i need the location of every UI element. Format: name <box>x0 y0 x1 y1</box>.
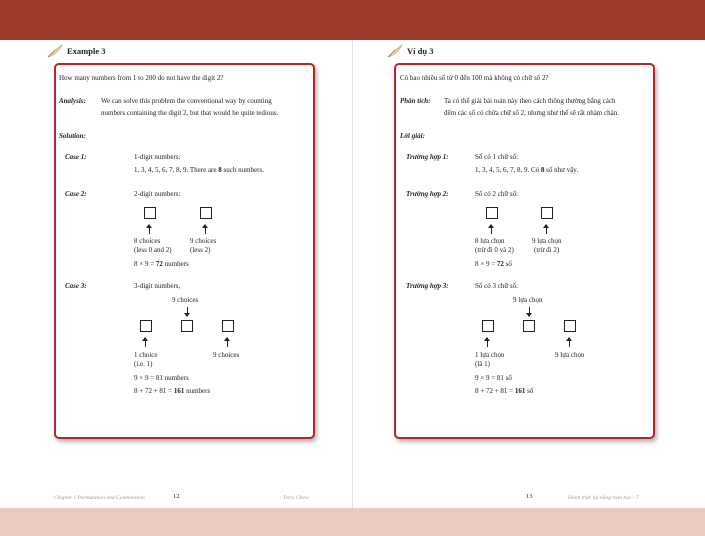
digit-box <box>200 207 212 219</box>
digit-box <box>486 207 498 219</box>
example-tag <box>387 44 436 58</box>
example-title: Example 3 <box>64 46 109 56</box>
footer-author: Terry Chew <box>283 495 309 501</box>
analysis-label: Analysis: <box>59 97 86 105</box>
footer-band <box>0 508 705 536</box>
up-arrow-icon <box>227 338 228 347</box>
header-band <box>0 0 705 40</box>
page-number: 13 <box>526 493 533 500</box>
quill-icon <box>387 44 403 58</box>
case-2-calc: 8 × 9 = 72 numbers <box>134 260 189 268</box>
choice-label: 9 lựa chọn <box>532 237 562 245</box>
choice-label: 9 choices <box>190 237 217 245</box>
quill-icon <box>47 44 63 58</box>
digit-box <box>541 207 553 219</box>
case-2-label: Trường hợp 2: <box>406 190 449 198</box>
footer-book-title: Đánh thức tài năng toán học - 7 <box>568 495 639 501</box>
footer-chapter: Chapter 1 Permutation and Combination <box>54 495 145 501</box>
digit-box <box>564 320 576 332</box>
choice-note: (less 0 and 2) <box>134 246 172 254</box>
digit-box <box>181 320 193 332</box>
case-1-result: 1, 3, 4, 5, 6, 7, 8, 9. There are 8 such numbers. <box>134 166 264 174</box>
analysis-line-1: We can solve this problem the conventional way by counting <box>101 97 272 105</box>
question-text: Có bao nhiêu số từ 0 đến 100 mà không có chữ số 2? <box>400 74 549 82</box>
case-2-calc: 8 × 9 = 72 số <box>475 260 512 268</box>
choice-label: 8 lựa chọn <box>475 237 505 245</box>
case-1-title: Số có 1 chữ số: <box>475 153 519 161</box>
choice-label: 1 lựa chọn <box>475 351 505 359</box>
case-1-label: Trường hợp 1: <box>406 153 449 161</box>
up-arrow-icon <box>205 225 206 234</box>
analysis-line-1: Ta có thể giải bài toán này theo cách thông thường bằng cách <box>444 97 616 105</box>
question-text: How many numbers from 1 to 200 do not have the digit 2? <box>59 74 224 82</box>
choice-label: 9 choices <box>172 296 199 304</box>
digit-box <box>523 320 535 332</box>
example-title: Ví dụ 3 <box>404 46 436 56</box>
choice-label: 9 choices <box>213 351 240 359</box>
case-2-label: Case 2: <box>65 190 87 198</box>
case-3-title: Số có 3 chữ số: <box>475 282 519 290</box>
up-arrow-icon <box>145 338 146 347</box>
case-3-total: 8 + 72 + 81 = 161 numbers <box>134 387 211 395</box>
choice-label: 9 lựa chọn <box>555 351 585 359</box>
case-3-calc: 9 × 9 = 81 số <box>475 374 512 382</box>
example-tag <box>47 44 109 58</box>
choice-note: (là 1) <box>475 360 490 368</box>
case-3-total: 8 + 72 + 81 = 161 số <box>475 387 534 395</box>
analysis-label: Phân tích: <box>400 97 431 105</box>
choice-note: (less 2) <box>190 246 211 254</box>
case-3-label: Trường hợp 3: <box>406 282 449 290</box>
case-2-title: Số có 2 chữ số: <box>475 190 519 198</box>
choice-label: 1 choice <box>134 351 158 359</box>
page-number: 12 <box>173 493 180 500</box>
down-arrow-icon <box>187 307 188 316</box>
up-arrow-icon <box>569 338 570 347</box>
digit-box <box>482 320 494 332</box>
digit-box <box>144 207 156 219</box>
case-3-title: 3-digit numbers, <box>134 282 181 290</box>
case-3-calc: 9 × 9 = 81 numbers <box>134 374 189 382</box>
choice-label: 9 lựa chọn <box>513 296 543 304</box>
digit-box <box>140 320 152 332</box>
digit-box <box>222 320 234 332</box>
analysis-line-2: numbers containing the digit 2, but that would be quite tedious. <box>101 109 279 117</box>
case-2-title: 2-digit numbers: <box>134 190 181 198</box>
solution-label: Solution: <box>59 132 86 140</box>
up-arrow-icon <box>546 225 547 234</box>
analysis-line-2: đếm các số có chứa chữ số 2, nhưng như thế sẽ rất nhàm chán. <box>444 109 619 117</box>
case-3-label: Case 3: <box>65 282 87 290</box>
choice-note: (trừ đi 0 và 2) <box>475 246 514 254</box>
case-1-title: 1-digit numbers: <box>134 153 181 161</box>
choice-note: (i.e. 1) <box>134 360 153 368</box>
solution-label: Lời giải: <box>400 132 425 140</box>
case-1-label: Case 1: <box>65 153 87 161</box>
choice-label: 8 choices <box>134 237 161 245</box>
up-arrow-icon <box>149 225 150 234</box>
up-arrow-icon <box>491 225 492 234</box>
down-arrow-icon <box>529 307 530 316</box>
page-spine <box>352 40 353 508</box>
case-1-result: 1, 3, 4, 5, 6, 7, 8, 9. Có 8 số như vậy. <box>475 166 579 174</box>
up-arrow-icon <box>487 338 488 347</box>
choice-note: (trừ đi 2) <box>534 246 560 254</box>
